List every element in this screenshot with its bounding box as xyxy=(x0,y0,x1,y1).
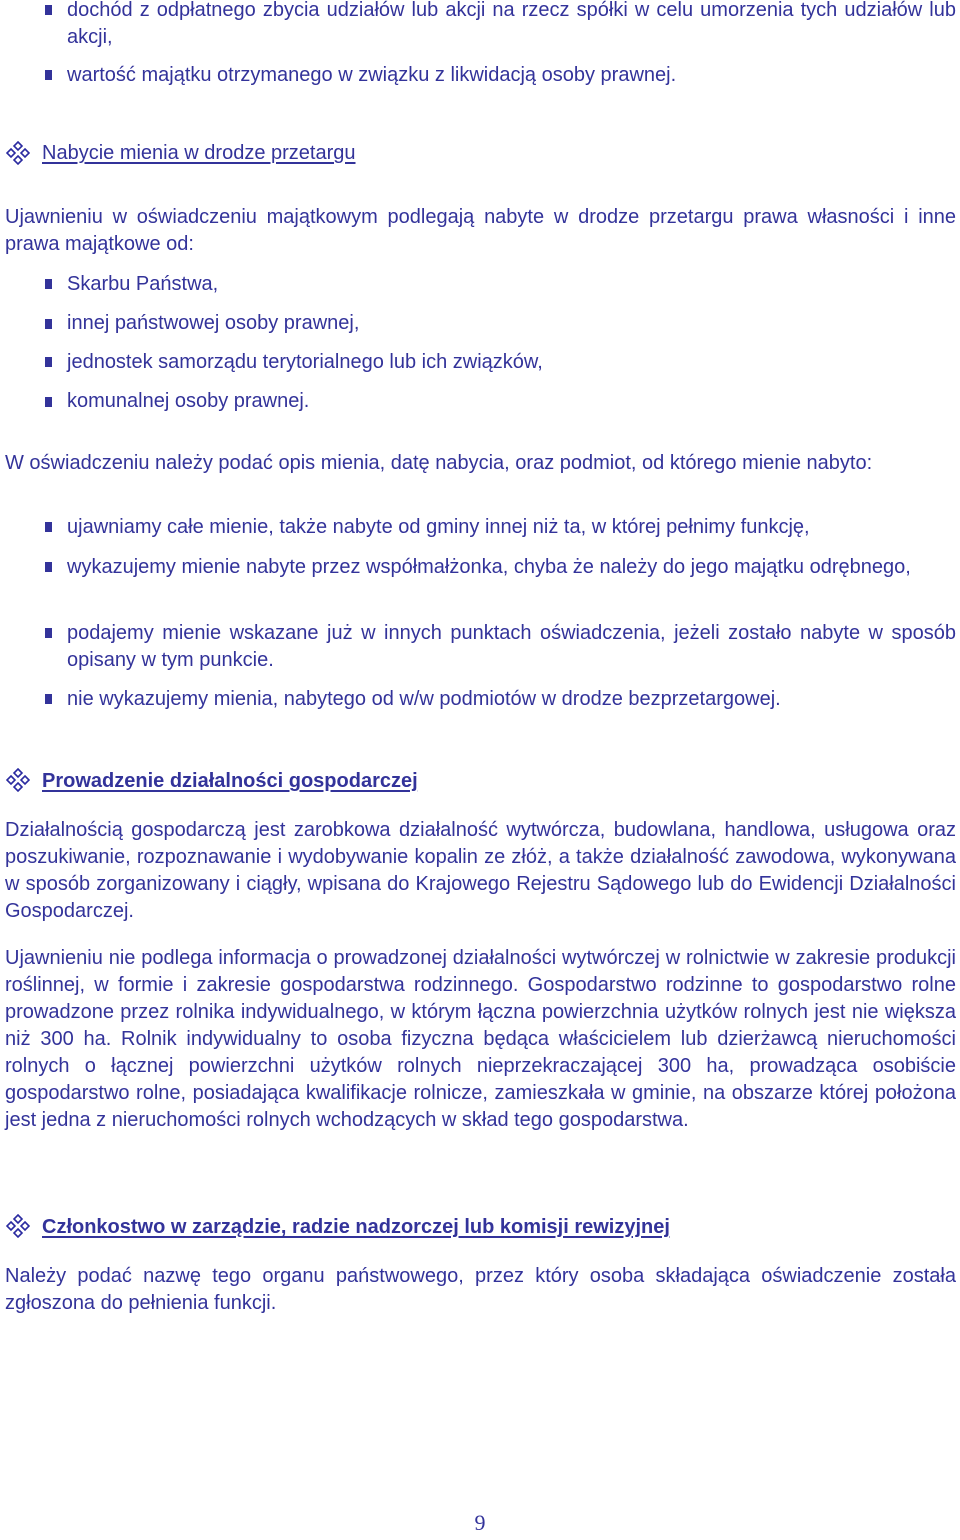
bullet-square-icon xyxy=(43,395,57,409)
purchase-paragraph-2: W oświadczeniu należy podać opis mienia, datę nabycia, oraz podmiot, od którego mienie nabyto: xyxy=(5,452,873,474)
membership-paragraph: Należy podać nazwę tego organu państwowego, przez który osoba składająca oświadczenie została zgłoszona do pełnienia funkcji. xyxy=(5,1265,956,1314)
page-number: 9 xyxy=(474,1510,486,1535)
bullet-square-icon xyxy=(43,560,57,574)
intro-item-2: wartość majątku otrzymanego w związku z likwidacją osoby prawnej. xyxy=(67,64,677,86)
bullet-square-icon xyxy=(43,692,57,706)
business-paragraph-1: Działalnością gospodarczą jest zarobkowa działalność wytwórcza, budowlana, handlowa, usługowa oraz poszukiwanie, rozpoznawanie i wydobywanie kopalin ze złóż, a także działalność zawodowa, wykonywana w sposób zorganizowany i ciągły, wpisana do Krajowego Rejestru Sądowego lub do Ewidencji Działalności Gospodarczej. xyxy=(5,819,956,922)
bullet-square-icon xyxy=(43,317,57,331)
bullet-square-icon xyxy=(43,626,57,640)
rule-item-4: nie wykazujemy mienia, nabytego od w/w podmiotów w drodze bezprzetargowej. xyxy=(67,688,781,710)
bullet-square-icon xyxy=(43,3,57,17)
source-item-1: Skarbu Państwa, xyxy=(67,273,219,295)
business-paragraph-2: Ujawnieniu nie podlega informacja o prowadzonej działalności wytwórczej w rolnictwie w zakresie produkcji roślinnej, w formie i zakresie gospodarstwa rodzinnego. Gospodarstwo rodzinne to gospodarstwo rolne prowadzone przez rolnika indywidualnego, w którym łączna powierzchnia użytków rolnych jest nie większa niż 300 ha. Rolnik indywidualny to osoba fizyczna będąca właścicielem lub dzierżawcą nieruchomości rolnych o łącznej powierzchni użytków rolnych nieprzekraczającej 300 ha, prowadząca osobiście gospodarstwo rolne, posiadająca kwalifikacje rolnicze, zamieszkała w gminie, na obszarze której położona jest jedna z nieruchomości rolnych wchodzących w skład tego gospodarstwa. xyxy=(5,947,956,1131)
bullet-square-icon xyxy=(43,520,57,534)
bullet-square-icon xyxy=(43,68,57,82)
source-item-4: komunalnej osoby prawnej. xyxy=(67,390,310,412)
diamond-bullet-icon xyxy=(6,141,30,165)
section-heading-purchase: Nabycie mienia w drodze przetargu xyxy=(42,142,356,164)
rule-item-1: ujawniamy całe mienie, także nabyte od gminy innej niż ta, w której pełnimy funkcję, xyxy=(67,516,810,538)
rule-item-3: podajemy mienie wskazane już w innych punktach oświadczenia, jeżeli zostało nabyte w sposób opisany w tym punkcie. xyxy=(67,622,956,671)
source-item-3: jednostek samorządu terytorialnego lub ich związków, xyxy=(67,351,543,373)
section-heading-business: Prowadzenie działalności gospodarczej xyxy=(42,770,418,792)
bullet-square-icon xyxy=(43,355,57,369)
source-item-2: innej państwowej osoby prawnej, xyxy=(67,312,360,334)
section-heading-membership: Członkostwo w zarządzie, radzie nadzorczej lub komisji rewizyjnej xyxy=(42,1216,670,1238)
diamond-bullet-icon xyxy=(6,768,30,792)
purchase-paragraph: Ujawnieniu w oświadczeniu majątkowym podlegają nabyte w drodze przetargu prawa własności i inne prawa majątkowe od: xyxy=(5,206,956,255)
intro-item-1: dochód z odpłatnego zbycia udziałów lub akcji na rzecz spółki w celu umorzenia tych udziałów lub akcji, xyxy=(67,0,956,48)
bullet-square-icon xyxy=(43,277,57,291)
rule-item-2: wykazujemy mienie nabyte przez współmałżonka, chyba że należy do jego majątku odrębnego, xyxy=(67,556,911,578)
diamond-bullet-icon xyxy=(6,1214,30,1238)
